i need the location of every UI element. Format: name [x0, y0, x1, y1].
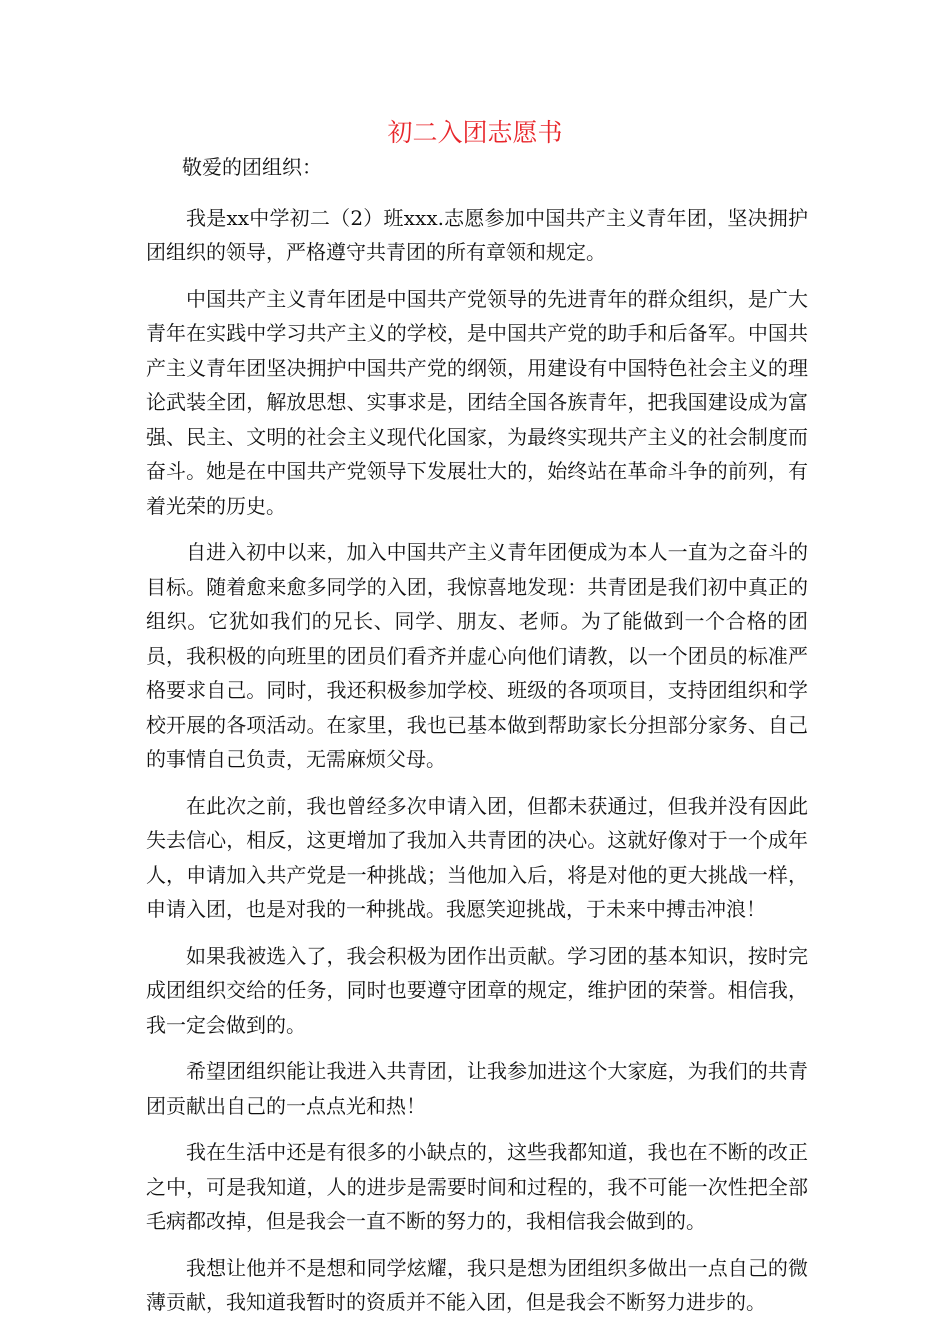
paragraph: 我是xx中学初二（2）班xxx.志愿参加中国共产主义青年团，坚决拥护团组织的领导，严格遵守共青团的所有章领和规定。: [146, 205, 808, 264]
paragraph: 中国共产主义青年团是中国共产党领导的先进青年的群众组织，是广大青年在实践中学习共产主义的学校，是中国共产党的助手和后备军。中国共产主义青年团坚决拥护中国共产党的纲领，用建设有中国特色社会主义的理论武装全团，解放思想、实事求是，团结全国各族青年，把我国建设成为富强、民主、文明的社会主义现代化国家，为最终实现共产主义的社会制度而奋斗。她是在中国共产党领导下发展壮大的，始终站在革命斗争的前列，有着光荣的历史。: [146, 286, 808, 518]
paragraph: 我在生活中还是有很多的小缺点的，这些我都知道，我也在不断的改正之中，可是我知道，人的进步是需要时间和过程的，我不可能一次性把全部毛病都改掉，但是我会一直不断的努力的，我相信我会做到的。: [146, 1140, 808, 1233]
paragraph: 在此次之前，我也曾经多次申请入团，但都未获通过，但我并没有因此失去信心，相反，这更增加了我加入共青团的决心。这就好像对于一个成年人，申请加入共产党是一种挑战；当他加入后，将是对他的更大挑战一样，申请入团，也是对我的一种挑战。我愿笑迎挑战，于未来中搏击冲浪！: [146, 793, 808, 921]
paragraph: 我想让他并不是想和同学炫耀，我只是想为团组织多做出一点自己的微薄贡献，我知道我暂时的资质并不能入团，但是我会不断努力进步的。: [146, 1255, 808, 1314]
document-title: 初二入团志愿书: [387, 118, 563, 147]
paragraph: 自进入初中以来，加入中国共产主义青年团便成为本人一直为之奋斗的目标。随着愈来愈多同学的入团，我惊喜地发现：共青团是我们初中真正的组织。它犹如我们的兄长、同学、朋友、老师。为了能做到一个合格的团员，我积极的向班里的团员们看齐并虚心向他们请教，以一个团员的标准严格要求自己。同时，我还积极参加学校、班级的各项项目，支持团组织和学校开展的各项活动。在家里，我也已基本做到帮助家长分担部分家务、自己的事情自己负责，无需麻烦父母。: [146, 540, 808, 771]
paragraph: 如果我被选入了，我会积极为团作出贡献。学习团的基本知识，按时完成团组织交给的任务，同时也要遵守团章的规定，维护团的荣誉。相信我，我一定会做到的。: [146, 943, 808, 1037]
salutation: 敬爱的团组织：: [182, 155, 322, 179]
document-body: [146, 150, 808, 1332]
paragraph: 希望团组织能让我进入共青团，让我参加进这个大家庭，为我们的共青团贡献出自己的一点点光和热！: [146, 1059, 808, 1118]
